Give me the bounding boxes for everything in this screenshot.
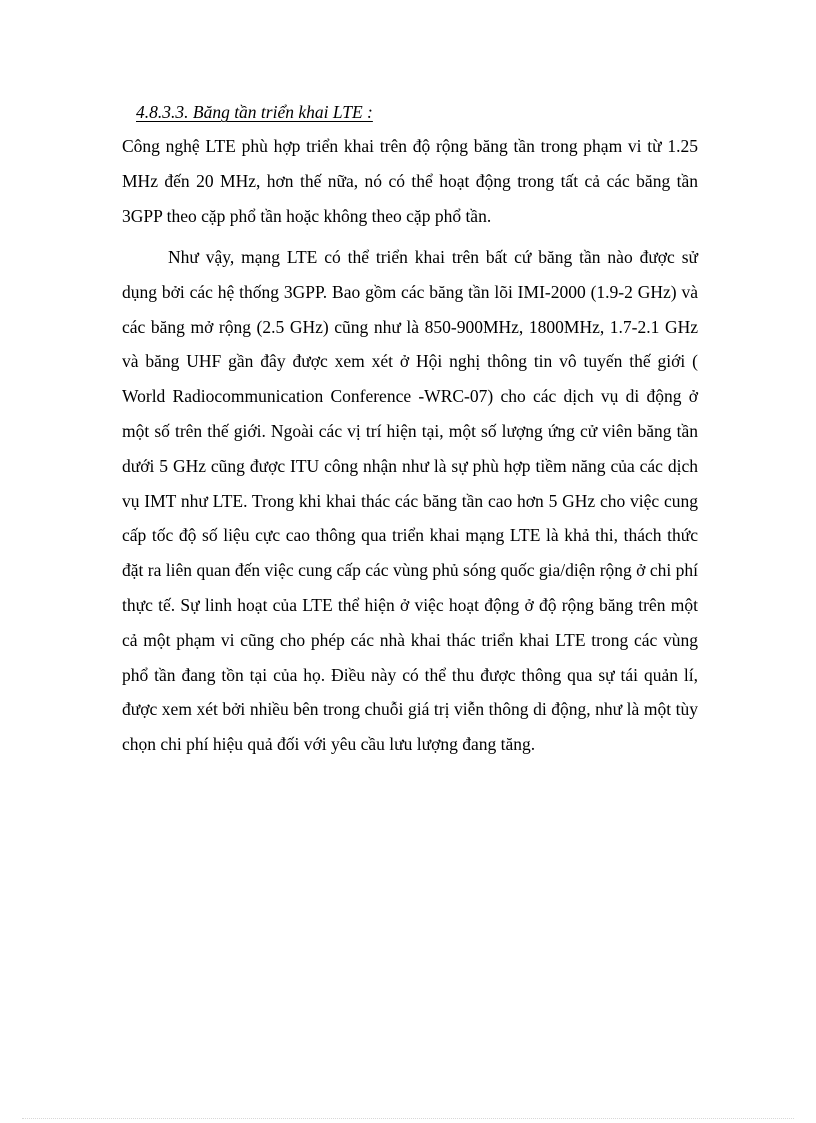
paragraph-body: Như vậy, mạng LTE có thể triển khai trên bất cứ băng tần nào được sử dụng bởi các hệ thống 3GPP. Bao gồm các băng tần lõi IMI-2000 (1.9-2 GHz) và các băng mở rộng (2.5 GHz) cũng như là 850-900MHz, 1800MHz, 1.7-2.1 GHz và băng UHF gần đây được xem xét ở Hội nghị thông tin vô tuyến thế giới ( World Radiocommunication Conference -WRC-07) cho các dịch vụ di động ở một số trên thế giới. Ngoài các vị trí hiện tại, một số lượng ứng cử viên băng tần dưới 5 GHz cũng được ITU công nhận như là sự phù hợp tiềm năng của các dịch vụ IMT như LTE. Trong khi khai thác các băng tần cao hơn 5 GHz cho việc cung cấp tốc độ số liệu cực cao thông qua triển khai mạng LTE là khả thi, thách thức đặt ra liên quan đến việc cung cấp các vùng phủ sóng quốc gia/diện rộng ở chi phí thực tế. Sự linh hoạt của LTE thể hiện ở việc hoạt động ở độ rộng băng trên một cả một phạm vi cũng cho phép các nhà khai thác triển khai LTE trong các vùng phổ tần đang tồn tại của họ. Điều này có thể thu được thông qua sự tái quản lí, được xem xét bởi nhiều bên trong chuỗi giá trị viễn thông di động, như là một tùy chọn chi phí hiệu quả đối với yêu cầu lưu lượng đang tăng. bbox=[122, 247, 698, 755]
page-bottom-divider bbox=[22, 1118, 794, 1119]
paragraph-intro: Công nghệ LTE phù hợp triển khai trên độ rộng băng tần trong phạm vi từ 1.25 MHz đến 20 MHz, hơn thế nữa, nó có thể hoạt động trong tất cả các băng tần 3GPP theo cặp phổ tần hoặc không theo cặp phổ tần. bbox=[122, 136, 698, 226]
section-heading: 4.8.3.3. Băng tần triển khai LTE : bbox=[136, 102, 373, 122]
